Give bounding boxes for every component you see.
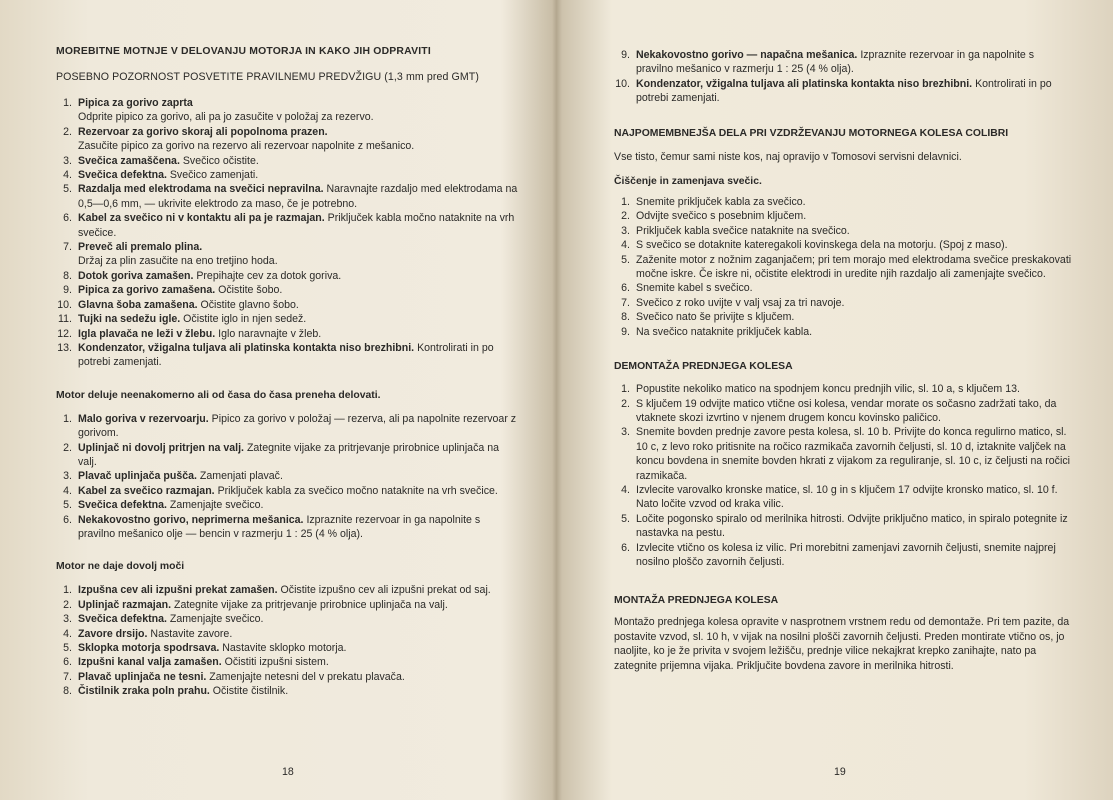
list-item: 6. Kabel za svečico ni v kontaktu ali pa je razmajan. Priključek kabla močno nataknite na vrh svečice. [63, 212, 515, 239]
page-heading: MOREBITNE MOTNJE V DELOVANJU MOTORJA IN KAKO JIH ODPRAVITI [56, 46, 431, 57]
list-item: 4. S svečico se dotaknite kateregakoli kovinskega dela na motorju. (Spoj z maso). [621, 239, 1008, 252]
list-item: 3. Svečica defektna. Zamenjajte svečico. [63, 613, 264, 626]
list-item: 4. Kabel za svečico razmajan. Priključek kabla za svečico močno nataknite na vrh svečice. [63, 484, 498, 497]
troubleshooting-list-2 [56, 412, 520, 542]
list-item: 5. Zaženite motor z nožnim zaganjačem; pri tem morajo med elektrodama svečice preskakovati močne iskre. Če iskre ni, očistite elektrodi in uredite njih razdaljo ali zamenjajte svečico. [621, 253, 1072, 281]
list-item: 6. Snemite kabel s svečico. [621, 282, 753, 295]
maintenance-intro: Vse tisto, čemur sami niste kos, naj opravijo v Tomosovi servisni delavnici. [614, 150, 962, 163]
list-item: 1. Snemite priključek kabla za svečico. [621, 196, 806, 209]
list-item: 3. Snemite bovden prednje zavore pesta kolesa, sl. 10 b. Privijte do konca regulirno matico, sl. 10 c, z levo roko pritisnite na ročico razmikača zavornih čeljusti, sl. 10 d, iztaknite valjček na koncu bovdena in snemite bovden hkrati z vijakom za reguliranje, sl. 10 c, iz čeljusti na ročici razmikača. [621, 426, 1070, 482]
section-title-wheel-mounting: MONTAŽA PREDNJEGA KOLESA [614, 595, 779, 607]
list-item: 5. Razdalja med elektrodama na svečici nepravilna. Naravnajte razdaljo med elektrodama na 0,5—0,6 mm, — ukrivite elektrodo za maso, če je potrebno. [63, 183, 518, 210]
list-item: 7. Preveč ali premalo plina. Držaj za plin zasučite na eno tretjino hoda. [63, 241, 278, 268]
list-item: 9. Pipica za gorivo zamašena. Očistite šobo. [63, 284, 283, 297]
list-item: 2. S ključem 19 odvijte matico vtične osi kolesa, vendar morate os sočasno zadržati tako, da vtaknete skozi izvrtino v njenem drugem koncu kovinsko paličico. [621, 397, 1057, 424]
list-item: 6. Izpušni kanal valja zamašen. Očistiti izpušni sistem. [63, 656, 329, 669]
list-item: 10. Kondenzator, vžigalna tuljava ali platinska kontakta niso brezhibni. Kontrolirati in po potrebi zamenjati. [615, 77, 1052, 105]
list-item: 13. Kondenzator, vžigalna tuljava ali platinska kontakta niso brezhibni. Kontrolirati in po potrebi zamenjati. [57, 341, 494, 369]
page-subheading: POSEBNO POZORNOST POSVETITE PRAVILNEMU PREDVŽIGU (1,3 mm pred GMT) [56, 71, 479, 83]
troubleshooting-list-3 [56, 583, 520, 698]
troubleshooting-list-continued [614, 48, 1072, 106]
list-item: 8. Dotok goriva zamašen. Prepihajte cev za dotok goriva. [63, 269, 342, 282]
spark-plug-steps [614, 195, 1072, 339]
page-number: 18 [282, 766, 294, 778]
wheel-mounting-text: Montažo prednjega kolesa opravite v nasprotnem vrstnem redu od demontaže. Pri tem pazite, da postavite vzvod, sl. 10 h, v vijak na nosilni plošči zavornih čeljusti. Preden montirate vtično os, jo naoljite, ko je že privita v svojem ležišču, prednje vilice nekajkrat krepko zanihajte, nato pa zategnite prijemna vijaka. Priključite bovdena zavore in merilnika hitrosti. [614, 616, 1070, 672]
list-item: 2. Uplinjač ni dovolj pritrjen na valj. Zategnite vijake za pritrjevanje prirobnice uplinjača na valj. [63, 441, 499, 468]
section-title-wheel-removal: DEMONTAŽA PREDNJEGA KOLESA [614, 361, 793, 373]
list-item: 1. Popustite nekoliko matico na spodnjem koncu prednjih vilic, sl. 10 a, s ključem 13. [621, 383, 1020, 396]
list-item: 2. Uplinjač razmajan. Zategnite vijake za pritrjevanje prirobnice uplinjača na valj. [63, 598, 448, 611]
list-item: 2. Rezervoar za gorivo skoraj ali popolnoma prazen. Zasučite pipico za gorivo na rezervo ali rezervoar napolnite z mešanico. [63, 125, 415, 153]
page-number: 19 [834, 766, 846, 778]
list-item: 7. Plavač uplinjača ne tesni. Zamenjajte netesni del v prekatu plavača. [63, 670, 405, 683]
list-item: 9. Nekakovostno gorivo — napačna mešanica. Izpraznite rezervoar in ga napolnite s pravilno mešanico v razmerju 1 : 25 (4 % olja). [621, 49, 1035, 76]
wheel-removal-steps [614, 382, 1072, 569]
list-item: 4. Zavore drsijo. Nastavite zavore. [63, 627, 233, 640]
list-item: 5. Ločite pogonsko spiralo od merilnika hitrosti. Odvijte priključno matico, in spiralo potegnite iz nastavka na pestu. [621, 512, 1068, 540]
list-item: 1. Malo goriva v rezervoarju. Pipico za gorivo v položaj — rezerva, ali pa napolnite rezervoar z gorivom. [63, 412, 517, 440]
section-title-power: Motor ne daje dovolj moči [56, 561, 185, 573]
right-page [556, 0, 1112, 800]
list-item: 5. Sklopka motorja spodrsava. Nastavite sklopko motorja. [63, 642, 347, 654]
list-item: 7. Svečico z roko uvijte v valj vsaj za tri navoje. [621, 296, 845, 309]
list-item: 4. Izvlecite varovalko kronske matice, sl. 10 g in s ključem 17 odvijte kronsko matico, sl. 10 f. Nato ločite vzvod od kraka vilic. [621, 483, 1058, 511]
section-title-uneven: Motor deluje neenakomerno ali od časa do časa preneha delovati. [56, 389, 381, 401]
list-item: 6. Nekakovostno gorivo, neprimerna mešanica. Izpraznite rezervoar in ga napolnite s pravilno mešanico olje — bencin v razmerju 1 : 25 (4 % olja). [63, 513, 481, 540]
list-item: 10. Glavna šoba zamašena. Očistite glavno šobo. [57, 298, 299, 311]
list-item: 2. Odvijte svečico s posebnim ključem. [621, 210, 807, 223]
section-title-spark-plugs: Čiščenje in zamenjava svečic. [614, 176, 762, 188]
left-page [0, 0, 556, 800]
list-item: 3. Priključek kabla svečice nataknite na svečico. [621, 224, 850, 237]
list-item: 3. Plavač uplinjača pušča. Zamenjati plavač. [63, 470, 283, 483]
list-item: 8. Čistilnik zraka poln prahu. Očistite čistilnik. [63, 685, 289, 698]
section-title-maintenance: NAJPOMEMBNEJŠA DELA PRI VZDRŽEVANJU MOTORNEGA KOLESA COLIBRI [614, 127, 1009, 139]
list-item: 12. Igla plavača ne leži v žlebu. Iglo naravnajte v žleb. [57, 327, 322, 340]
list-item: 6. Izvlecite vtično os kolesa iz vilic. Pri morebitni zamenjavi zavornih čeljusti, snemite najprej nosilno ploščo zavornih čeljusti. [621, 541, 1056, 568]
list-item: 1. Izpušna cev ali izpušni prekat zamašen. Očistite izpušno cev ali izpušni prekat od saj. [63, 584, 491, 597]
list-item: 1. Pipica za gorivo zaprta Odprite pipico za gorivo, ali pa jo zasučite v položaj za rezervo. [63, 97, 374, 124]
list-item: 8. Svečico nato še privijte s ključem. [621, 311, 795, 324]
list-item: 4. Svečica defektna. Svečico zamenjati. [63, 169, 259, 182]
troubleshooting-list-1 [56, 96, 520, 370]
list-item: 9. Na svečico nataknite priključek kabla. [621, 325, 813, 338]
list-item: 11. Tujki na sedežu igle. Očistite iglo in njen sedež. [58, 313, 307, 326]
list-item: 3. Svečica zamaščena. Svečico očistite. [63, 154, 259, 167]
list-item: 5. Svečica defektna. Zamenjajte svečico. [63, 499, 264, 512]
